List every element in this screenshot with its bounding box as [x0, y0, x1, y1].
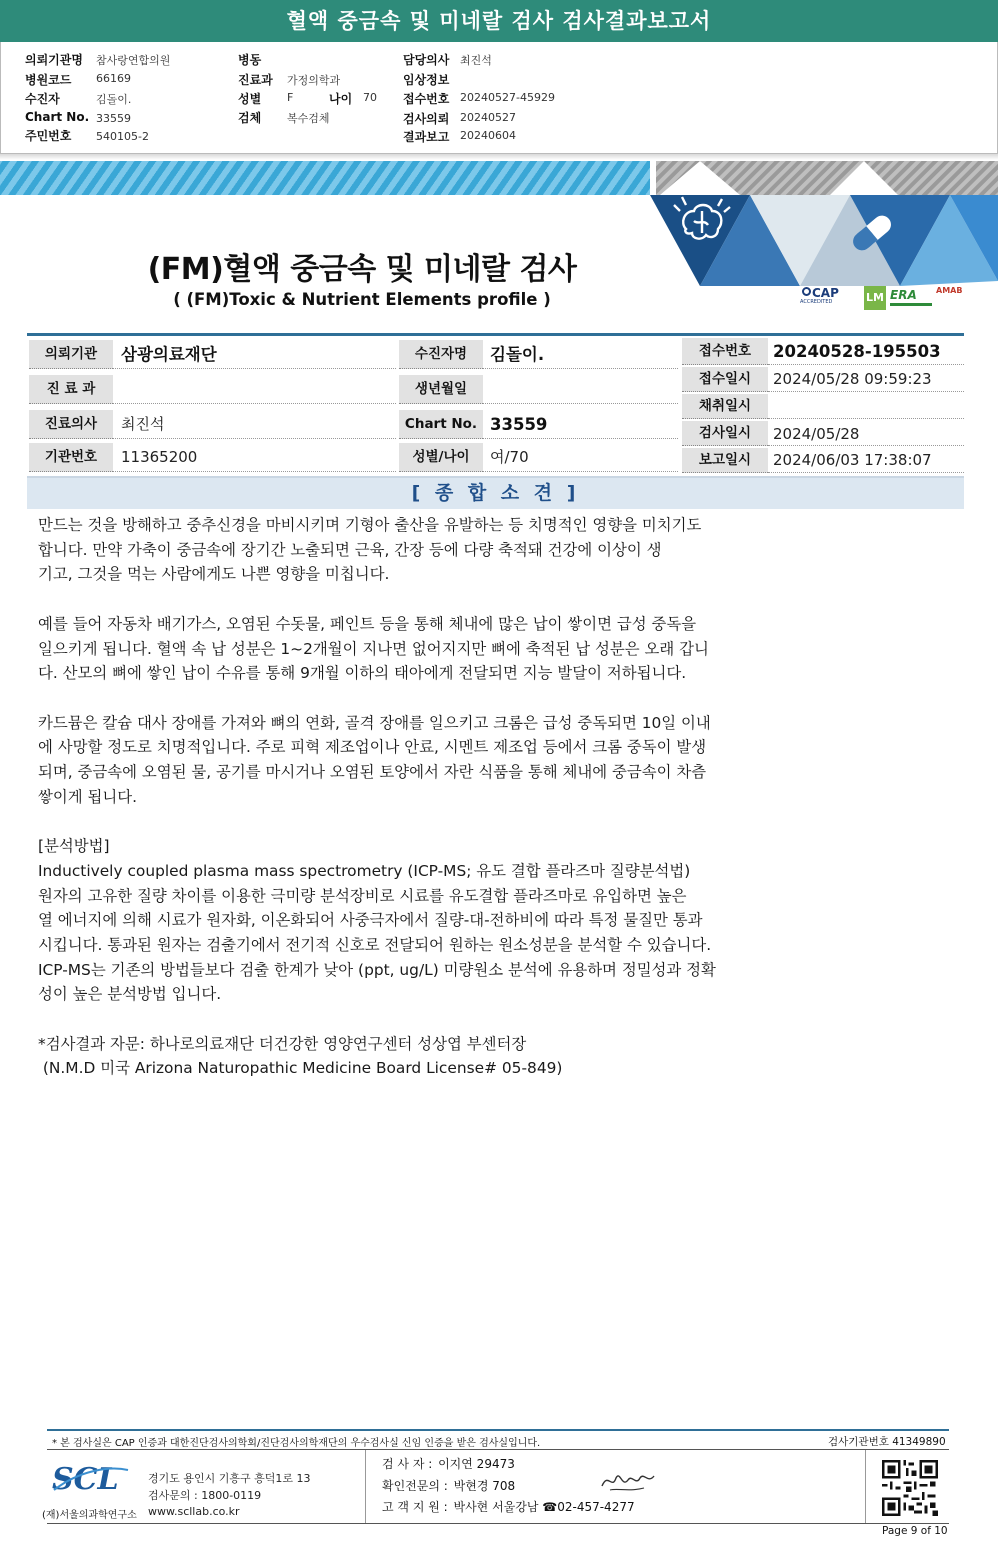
header-stripe-band	[0, 161, 660, 195]
text-line: (N.M.D 미국 Arizona Naturopathic Medicine Board License# 05-849)	[38, 1059, 563, 1078]
value-dept	[113, 375, 396, 404]
paragraph-advisory	[38, 1032, 778, 1081]
paragraph-3	[38, 711, 778, 810]
staff-tester: 검 사 자 : 이지연 29473	[382, 1457, 515, 1471]
staff-support: 고 객 지 원 : 박사현 서울강남 ☎02-457-4277	[382, 1500, 635, 1514]
paragraph-2	[38, 612, 778, 686]
lab-name: (재)서울의과학연구소	[42, 1510, 137, 1521]
summary-body	[38, 513, 778, 1106]
text-line: 열 에너지에 의해 시료가 원자화, 이온화되어 사중극자에서 질량-대-전하비에 따라 특정 물질만 통과	[38, 911, 703, 930]
footer-top-rule	[47, 1429, 949, 1431]
text-line: 기고, 그것을 먹는 사람에게도 나쁜 영향을 미칩니다.	[38, 565, 390, 584]
text-line: 카드뮴은 칼슘 대사 장애를 가져와 뼈의 연화, 골격 장애를 일으키고 크롬은 급성 중독되면 10일 이내	[38, 713, 711, 732]
label-institution: 의뢰기관	[29, 340, 113, 369]
staff-specialist: 확인전문의 : 박현경 708	[382, 1479, 516, 1493]
value-sex: F	[287, 91, 294, 104]
value-patient-name: 김돌이.	[483, 340, 678, 369]
lab-website: www.scllab.co.kr	[148, 1505, 240, 1518]
label-test-datetime: 검사일시	[682, 421, 768, 446]
value-report-datetime: 2024/06/03 17:38:07	[768, 448, 964, 473]
footer-divider	[865, 1450, 866, 1524]
text-line: 시킵니다. 통과된 원자는 검출기에서 전기적 신호로 전달되어 원하는 원소성분을 분석할 수 있습니다.	[38, 935, 712, 954]
label-sex-age: 성별/나이	[399, 443, 483, 472]
label-request-date: 검사의뢰	[403, 112, 450, 126]
value-sex-age: 여/70	[483, 443, 678, 472]
value-resident-no: 540105-2	[96, 130, 149, 143]
accreditation-note: * 본 검사실은 CAP 인증과 대한진단검사의학회/진단검사의학재단의 우수검사실 신임 인증을 받은 검사실입니다.	[52, 1438, 541, 1449]
label-patient-name: 수진자명	[399, 340, 483, 369]
footer-bottom-rule	[47, 1523, 949, 1524]
label-receipt-number: 접수번호	[682, 338, 768, 365]
lab-address: 경기도 용인시 기흥구 흥덕1로 13	[148, 1472, 311, 1485]
label-physician: 진료의사	[29, 410, 113, 439]
value-request-date: 20240527	[460, 111, 516, 124]
value-receipt-no: 20240527-45929	[460, 91, 555, 104]
scl-logo: SCL	[50, 1460, 130, 1500]
signature	[598, 1468, 658, 1496]
scl-swoosh-icon	[50, 1460, 130, 1500]
label-collection-datetime: 채취일시	[682, 394, 768, 419]
value-department: 가정의학과	[287, 74, 341, 87]
value-collection-datetime	[768, 394, 964, 419]
text-line: [분석방법]	[38, 837, 110, 856]
label-ward: 병동	[238, 53, 262, 67]
label-receipt-no: 접수번호	[403, 92, 450, 106]
paragraph-1	[38, 513, 778, 587]
label-department: 진료과	[238, 73, 273, 87]
text-line: 성이 높은 분석방법 입니다.	[38, 985, 222, 1004]
text-line: 합니다. 만약 가축이 중금속에 장기간 노출되면 근육, 간장 등에 다량 축적돼 건강에 이상이 생	[38, 540, 662, 559]
label-institution-no: 기관번호	[29, 443, 113, 472]
label-chart-number: Chart No.	[399, 410, 483, 439]
value-chart-no: 33559	[96, 112, 131, 125]
label-report-date: 결과보고	[403, 130, 450, 144]
value-birthdate	[483, 375, 678, 404]
value-age: 70	[363, 91, 377, 104]
text-line: Inductively coupled plasma mass spectrometry (ICP-MS; 유도 결합 플라즈마 질량분석법)	[38, 861, 691, 880]
footer-rule	[47, 1449, 949, 1450]
label-requesting-clinic: 의뢰기관명	[25, 53, 83, 67]
text-line: 에 사망할 정도로 치명적입니다. 주로 피혁 제조업이나 안료, 시멘트 제조업 등에서 크롬 중독이 발생	[38, 738, 707, 757]
label-specimen: 검체	[238, 111, 262, 125]
value-receipt-datetime: 2024/05/28 09:59:23	[768, 367, 964, 392]
page-number: Page 9 of 10	[882, 1525, 948, 1537]
panel-shadow	[0, 154, 998, 160]
value-test-datetime: 2024/05/28	[768, 421, 964, 446]
label-clinical-info: 임상정보	[403, 73, 450, 87]
page-title: (FM)혈액 중금속 및 미네랄 검사	[147, 252, 577, 287]
text-line: 원자의 고유한 질량 차이를 이용한 극미량 분석장비로 시료를 유도결합 플라즈마로 유입하면 높은	[38, 886, 687, 905]
page-subtitle: ( (FM)Toxic & Nutrient Elements profile )	[173, 290, 551, 309]
label-hospital-code: 병원코드	[25, 73, 72, 87]
text-line: 일으키게 됩니다. 혈액 속 납 성분은 1~2개월이 지나면 없어지지만 뼈에 축적된 납 성분은 오래 갑니	[38, 639, 709, 658]
lab-phone: 검사문의 : 1800-0119	[148, 1489, 262, 1502]
value-patient: 김돌이.	[96, 93, 132, 106]
info-table-top-rule	[27, 333, 964, 336]
label-sex: 성별	[238, 92, 262, 106]
footer-divider	[365, 1450, 366, 1524]
paragraph-method	[38, 834, 778, 1007]
value-specimen: 복수검체	[287, 112, 330, 125]
text-line: *검사결과 자문: 하나로의료재단 더건강한 영양연구센터 성상엽 부센터장	[38, 1034, 527, 1053]
value-institution: 삼광의료재단	[113, 340, 396, 369]
text-line: 되며, 중금속에 오염된 물, 공기를 마시거나 오염된 토양에서 자란 식품을 통해 체내에 중금속이 차츰	[38, 763, 707, 781]
request-info-panel	[0, 42, 998, 154]
text-line: 다. 산모의 뼈에 쌓인 납이 수유를 통해 9개월 이하의 태아에게 전달되면 지능 발달이 저하됩니다.	[38, 664, 687, 683]
value-report-date: 20240604	[460, 129, 516, 142]
label-dept: 진 료 과	[29, 375, 113, 404]
label-report-datetime: 보고일시	[682, 448, 768, 473]
amab-logo: AMAB	[936, 286, 963, 295]
lm-logo: LM	[864, 286, 886, 310]
text-line: 쌓이게 됩니다.	[38, 787, 137, 806]
value-hospital-code: 66169	[96, 72, 131, 85]
value-institution-no: 11365200	[113, 443, 396, 472]
value-receipt-number: 20240528-195503	[768, 338, 964, 365]
lab-code: 검사기관번호 41349890	[828, 1436, 946, 1448]
text-line: 만드는 것을 방해하고 중추신경을 마비시키며 기형아 출산을 유발하는 등 치명적인 영향을 미치기도	[38, 516, 702, 534]
value-physician: 최진석	[113, 410, 396, 439]
report-title-banner: 혈액 중금속 및 미네랄 검사 검사결과보고서	[0, 0, 998, 42]
value-requesting-clinic: 참사랑연합의원	[96, 54, 171, 67]
qr-code	[882, 1460, 938, 1516]
era-logo: ERA	[890, 288, 932, 306]
label-chart-no: Chart No.	[25, 110, 90, 124]
label-age: 나이	[329, 92, 353, 106]
value-chart-number: 33559	[483, 410, 678, 439]
cap-logo: CAP ACCREDITED	[800, 286, 839, 305]
label-doctor: 담당의사	[403, 53, 450, 67]
label-receipt-datetime: 접수일시	[682, 367, 768, 392]
section-title-summary: [ 종 합 소 견 ]	[27, 476, 964, 509]
text-line: 예를 들어 자동차 배기가스, 오염된 수돗물, 페인트 등을 통해 체내에 많은 납이 쌓이면 급성 중독을	[38, 614, 697, 633]
label-patient: 수진자	[25, 92, 60, 106]
label-birthdate: 생년월일	[399, 375, 483, 404]
label-resident-no: 주민번호	[25, 129, 72, 143]
text-line: ICP-MS는 기존의 방법들보다 검출 한계가 낮아 (ppt, ug/L) 미량원소 분석에 유용하며 정밀성과 정확	[38, 960, 716, 979]
value-doctor: 최진석	[460, 54, 492, 67]
